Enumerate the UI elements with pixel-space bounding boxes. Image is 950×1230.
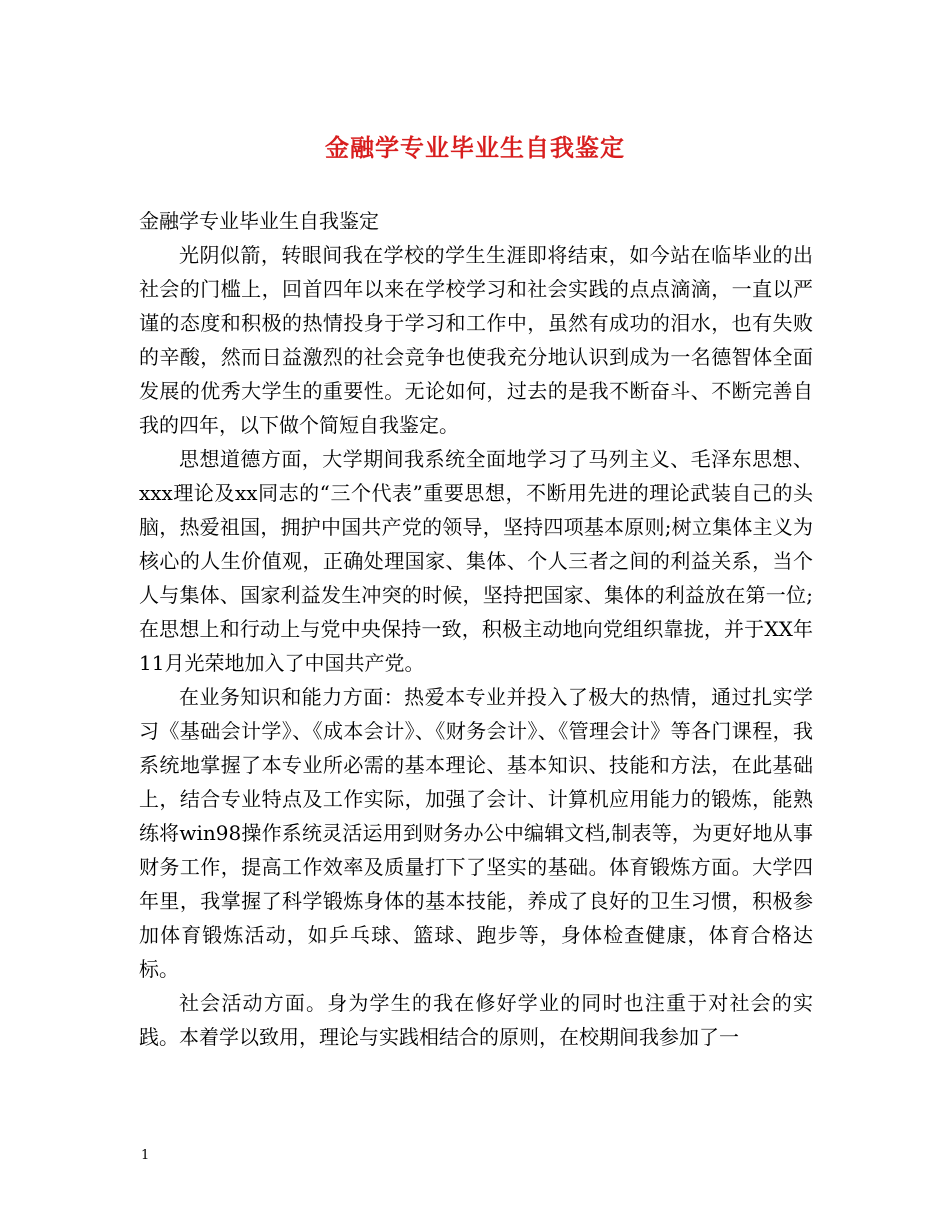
paragraph-intro: 光阴似箭，转眼间我在学校的学生生涯即将结束，如今站在临毕业的出社会的门槛上，回首四年以来在学校学习和社会实践的点点滴滴，一直以严谨的态度和积极的热情投身于学习和工作中，虽然有成功的泪水，也有失败的辛酸，然而日益激烈的社会竞争也使我充分地认识到成为一名德智体全面发展的优秀大学生的重要性。无论如何，过去的是我不断奋斗、不断完善自我的四年，以下做个简短自我鉴定。	[139, 243, 813, 437]
paragraph-professional: 在业务知识和能力方面：热爱本专业并投入了极大的热情，通过扎实学习《基础会计学》、《成本会计》、《财务会计》、《管理会计》等各门课程，我系统地掌握了本专业所必需的基本理论、基本知识、技能和方法，在此基础上，结合专业特点及工作实际，加强了会计、计算机应用能力的锻炼，能熟练将win98操作系统灵活运用到财务办公中编辑文档,制表等，为更好地从事财务工作，提高工作效率及质量打下了坚实的基础。体育锻炼方面。大学四年里，我掌握了科学锻炼身体的基本技能，养成了良好的卫生习惯，积极参加体育锻炼活动，如乒乓球、篮球、跑步等，身体检查健康，体育合格达标。	[139, 685, 813, 981]
paragraph-ideology: 思想道德方面，大学期间我系统全面地学习了马列主义、毛泽东思想、xxx理论及xx同志的“三个代表”重要思想，不断用先进的理论武装自己的头脑，热爱祖国，拥护中国共产党的领导，坚持四项基本原则;树立集体主义为核心的人生价值观，正确处理国家、集体、个人三者之间的利益关系，当个人与集体、国家利益发生冲突的时候，坚持把国家、集体的利益放在第一位;在思想上和行动上与党中央保持一致，积极主动地向党组织靠拢，并于XX年11月光荣地加入了中国共产党。	[139, 447, 813, 675]
document-body	[139, 204, 813, 1054]
document-title: 金融学专业毕业生自我鉴定	[325, 133, 625, 162]
paragraph-social: 社会活动方面。身为学生的我在修好学业的同时也注重于对社会的实践。本着学以致用，理论与实践相结合的原则，在校期间我参加了一	[139, 991, 813, 1049]
document-subtitle: 金融学专业毕业生自我鉴定	[139, 209, 379, 233]
page-number: 1	[141, 1148, 150, 1163]
